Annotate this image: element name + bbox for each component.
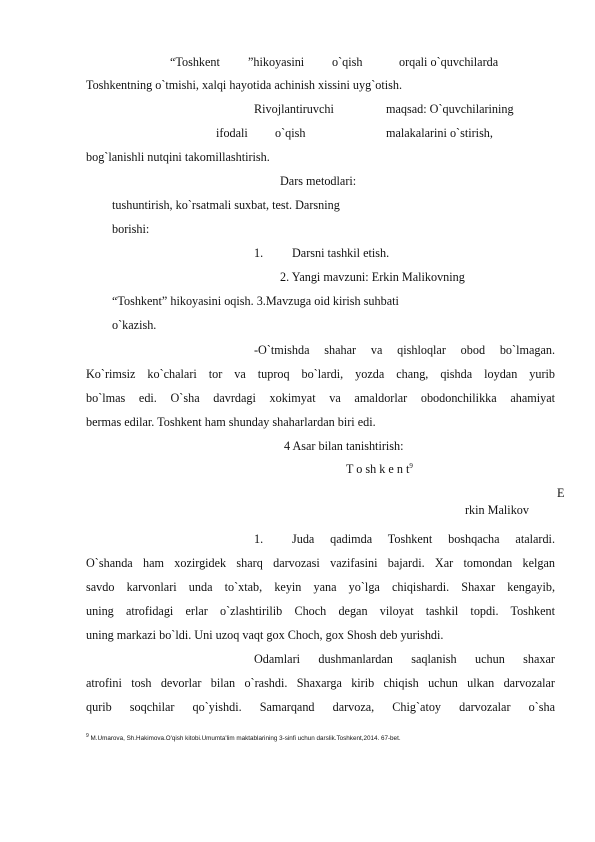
footnote-text: M.Umarova, Sh.Hakimova.O'qish kitobi.Umumta'lim maktablarining 3-sinfi uchun darslik.Toshkent,2014. 67-bet. (90, 735, 401, 742)
list-number: 1. (254, 532, 264, 546)
paragraph-line: qurib soqchilar qo`yishdi. Samarqand darvoza, Chig`atoy darvozalar o`sha (86, 700, 555, 714)
paragraph-line: bermas edilar. Toshkent ham shunday shaharlardan biri edi. (86, 415, 376, 429)
story-title-text: T o sh k e n t (346, 462, 410, 476)
text-line: ”hikoyasini (248, 55, 305, 69)
section-heading: Dars metodlari: (280, 174, 357, 188)
footnote-ref: 9 (409, 461, 413, 470)
list-item: 2. Yangi mavzuni: Erkin Malikovning (280, 270, 465, 284)
text-line: borishi: (112, 222, 150, 236)
paragraph-line: savdo karvonlari unda to`xtab, keyin yana yo`lga chiqishardi. Shaxar kengayib, (86, 580, 555, 594)
list-item: Darsni tashkil etish. (292, 246, 390, 260)
text-line: Toshkentning o`tmishi, xalqi hayotida achinish xissini uyg`otish. (86, 78, 402, 92)
paragraph-line: bo`lmas edi. O`sha davrdagi xokimyat va amaldorlar obodonchilikka ahamiyat (86, 391, 555, 405)
text-line: ifodali (216, 126, 248, 140)
paragraph-line: uning markazi bo`ldi. Uni uzoq vaqt gox Choch, gox Shosh deb yurishdi. (86, 628, 444, 642)
text-line: orqali o`quvchilarda (399, 55, 499, 69)
paragraph-line: Odamlari dushmanlardan saqlanish uchun shaxar (254, 652, 555, 666)
footnote (86, 732, 401, 742)
paragraph-line: Ko`rimsiz ko`chalari tor va tuproq bo`lardi, yozda chang, qishda loydan yurib (86, 367, 555, 381)
text-line: malakalarini o`stirish, (386, 126, 493, 140)
text-line: bog`lanishli nutqini takomillashtirish. (86, 150, 270, 164)
paragraph-line: atrofini tosh devorlar bilan o`rashdi. Shaxarga kirib chiqish uchun ulkan darvozalar (86, 676, 555, 690)
text-line: Rivojlantiruvchi (254, 102, 334, 116)
paragraph-line: -O`tmishda shahar va qishloqlar obod bo`lmagan. (254, 343, 555, 357)
paragraph-line: O`shanda ham xozirgidek sharq darvozasi vazifasini bajardi. Xar tomondan kelgan (86, 556, 555, 570)
text-line: o`kazish. (112, 318, 157, 332)
text-line: o`qish (275, 126, 306, 140)
author-name: rkin Malikov (465, 503, 529, 517)
text-line: maqsad: O`quvchilarining (386, 102, 514, 116)
author-initial: E (557, 486, 565, 500)
text-line: “Toshkent” hikoyasini oqish. 3.Mavzuga oid kirish suhbati (112, 294, 399, 308)
text-line: tushuntirish, ko`rsatmali suxbat, test. Darsning (112, 198, 340, 212)
text-line: o`qish (332, 55, 363, 69)
paragraph-line: uning atrofidagi erlar o`zlashtirilib Choch degan viloyat tashkil topdi. Toshkent (86, 604, 555, 618)
list-number: 1. (254, 246, 264, 260)
text-line: 4 Asar bilan tanishtirish: (284, 439, 404, 453)
paragraph-line: Juda qadimda Toshkent boshqacha atalardi. (292, 532, 555, 546)
text-line: “Toshkent (170, 55, 220, 69)
story-title (346, 462, 413, 476)
footnote-number: 9 (86, 732, 89, 739)
